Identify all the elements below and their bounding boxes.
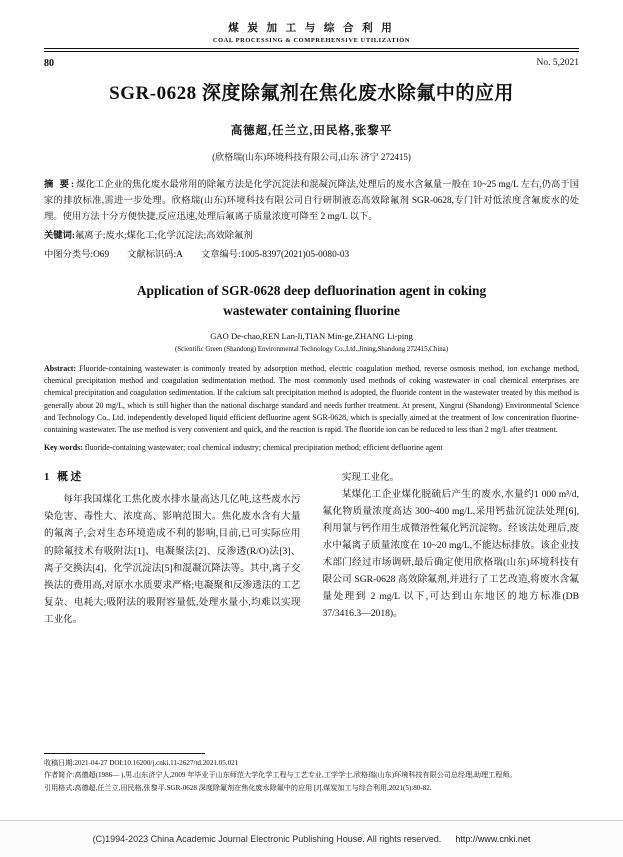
abstract-cn-label: 摘 要: xyxy=(44,179,77,190)
doc-code-label: 文献标识码: xyxy=(127,249,177,260)
page-number: 80 xyxy=(44,58,54,70)
classification-line xyxy=(44,248,579,264)
running-head xyxy=(44,22,579,45)
clc-label: 中图分类号: xyxy=(44,249,94,260)
cnki-footer xyxy=(0,820,623,857)
issue-number: No. 5,2021 xyxy=(536,58,579,69)
doc-code-value: A xyxy=(176,249,183,260)
article-title-en-line1: Application of SGR-0628 deep defluorination agent in coking xyxy=(136,282,487,298)
abstract-en-text: Fluoride-containing wastewater is commonly treated by adsorption method, electric coagulation method, reverse osmosis method, ion exchange method, chemical precipitation method and coagulation sedimentation method. The most commonly used methods of coking wastewater in coal chemical enterprises are chemical precipitation and coagulation sedimentation. If the calcium salt precipitation method is adopted, the fluoride content in the wastewater treated by this method is generally about 20 mg/L, which is still higher than the national discharge standard and needs further treatment. At present, Xingrui (Shandong) Environmental Science and Technology Co., Ltd. independently developed liquid efficient defluorine agent SGR-0628, which is specially aimed at the treatment of low concentration fluorine-containing wastewater. The use method is very convenient and quick, and the reaction is rapid. The fluoride ion can be reduced to less than 2 mg/L after treatment. xyxy=(44,363,579,435)
head-rule-row xyxy=(44,48,579,70)
abstract-en xyxy=(44,363,579,437)
article-id-value: 1005-8397(2021)05-0080-03 xyxy=(240,249,350,260)
paragraph-right-1: 某煤化工企业煤化脱硫后产生的废水,水量约1 000 m³/d,氟化物质量浓度高达 300~400 mg/L,采用钙盐沉淀法处理[6],利用氯与钙作用生成微溶性氟化钙沉淀物。经该法处理后,废水中氟离子质量浓度在 10~20 mg/L,不能达标排放。该企业技术部门经过市场调研,最后确定使用欣格瑞(山东)环境科技有限公司 SGR-0628 高效除氟剂,并进行了工艺改造,将废水含氟量处理到 2 mg/L 以下,可达到山东地区的地方标准(DB 37/3416.3—2018)。 xyxy=(322,488,579,620)
cnki-link[interactable]: http://www.cnki.net xyxy=(455,834,531,844)
keywords-cn xyxy=(44,229,579,245)
article-id-label: 文章编号: xyxy=(200,249,241,260)
footnote-rule xyxy=(44,753,205,754)
keywords-en-label: Key words: xyxy=(44,443,83,453)
abstract-cn-text: 煤化工企业的焦化废水最常用的除氟方法是化学沉淀法和混凝沉降法,处理后的废水含氟量一般在 10~25 mg/L 左右,仍高于国家的排放标准,需进一步处理。欣格瑞(山东)环境科技有限公司自行研制液态高效除氟剂 SGR-0628,专门针对低浓度含氟废水的处理。使用方法十分方便快捷,反应迅速,处理后氟离子质量浓度可降至 2 mg/L 以下。 xyxy=(44,179,579,222)
authors-cn: 高德超,任兰立,田民格,张黎平 xyxy=(230,124,393,137)
affiliation-en: (Scientific Green (Shandong) Environmental Technology Co.,Ltd.,Jining,Shandong 272415,China) xyxy=(174,345,449,353)
footnote-block xyxy=(44,753,579,795)
journal-title-en: COAL PROCESSING & COMPREHENSIVE UTILIZATION xyxy=(212,37,411,45)
keywords-en xyxy=(44,442,579,454)
article-title-en-line2: wastewater containing fluorine xyxy=(223,302,400,318)
paragraph-right-0: 实现工业化。 xyxy=(341,471,400,483)
section-title: 概 述 xyxy=(57,471,82,483)
affiliation-cn: (欣格瑞(山东)环境科技有限公司,山东 济宁 272415) xyxy=(212,151,411,162)
paragraph-left-1: 每年我国煤化工焦化废水排水量高达几亿吨,这些废水污染危害、毒性大、浓度高、影响范围大。焦化废水含有大量的氟离子,会对生态环境造成不利的影响,目前,已可实际应用的除氟技术有吸附法[1]、电凝聚法[2]、反渗透(R/O)法[3]、离子交换法[4]、化学沉淀法[5]和混凝沉降法等。其中,离子交换法的费用高,对原水水质要求严格;电凝聚和反渗透法的工艺复杂、电耗大;吸附法的吸附容量低,处理水量小,均难以实现工业化。 xyxy=(44,494,301,625)
head-rule-top xyxy=(44,48,579,49)
abstract-en-label: Abstract: xyxy=(44,363,76,373)
head-rule-bottom xyxy=(44,51,579,52)
journal-title-cn: 煤 炭 加 工 与 综 合 利 用 xyxy=(228,23,395,34)
footnote-received: 收稿日期:2021-04-27 DOI:10.16200/j.cnki.11-2627/td.2021.05.021 xyxy=(44,758,239,767)
copyright-text: (C)1994-2023 China Academic Journal Electronic Publishing House. All rights reserved. xyxy=(92,834,442,844)
footnote-citation: 引用格式:高德超,任兰立,田民格,张黎平.SGR-0628 深度除氟剂在焦化废水除氟中的应用 [J].煤炭加工与综合利用,2021(5):80-82. xyxy=(44,783,432,792)
article-title-cn: SGR-0628 深度除氟剂在焦化废水除氟中的应用 xyxy=(109,82,514,104)
keywords-cn-text: 氟离子;废水;煤化工;化学沉淀法;高效除氟剂 xyxy=(75,230,253,241)
article-title-en xyxy=(44,281,579,321)
body-columns xyxy=(44,469,579,628)
clc-value: O69 xyxy=(93,249,110,260)
keywords-cn-label: 关键词: xyxy=(44,230,75,241)
footnote-author-bio: 作者简介:高德超(1986— ),男,山东济宁人,2009 年毕业于山东师范大学化学工程与工艺专业,工学学士,欣格瑞(山东)环境科技有限公司总经理,助理工程师。 xyxy=(44,771,517,780)
section-heading xyxy=(44,469,301,488)
authors-en: GAO De-chao,REN Lan-li,TIAN Min-ge,ZHANG Li-ping xyxy=(210,330,413,341)
section-number: 1 xyxy=(44,471,50,483)
keywords-en-text: fluoride-containing wastewater; coal chemical industry; chemical precipitation method; efficient defluorine agent xyxy=(84,443,443,453)
body-column-right xyxy=(323,469,580,628)
body-column-left xyxy=(44,469,301,628)
abstract-cn xyxy=(44,178,579,226)
